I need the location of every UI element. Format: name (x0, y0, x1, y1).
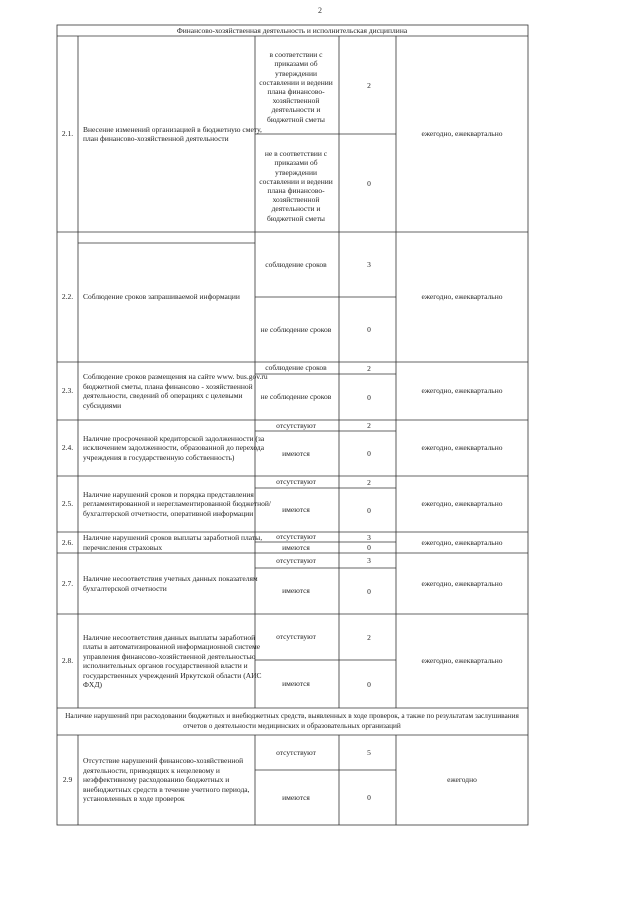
frequency: ежегодно, ежеквартально (421, 578, 503, 588)
section-title-violations: Наличие нарушений при расходовании бюджетных и внебюджетных средств, выявленных в ходе проверок, а также по результатам заслушивания отчетов о деятельности медицинских и образовательных организаций (65, 711, 519, 730)
score: 2 (367, 363, 371, 373)
indicator-name: Наличие несоответствия данных выплаты заработной платы в автоматизированной информационной системе управления финансово-хозяйственной деятельностью исполнительных органов государственной власти и государственных учреждений Иркутской области (АИС ФХД) (83, 632, 262, 689)
score: 0 (367, 586, 371, 596)
score: 3 (367, 556, 371, 565)
score: 0 (367, 505, 371, 515)
section-title-finance: Финансово-хозяйственная деятельность и исполнительская дисциплина (176, 26, 408, 35)
score: 0 (367, 679, 371, 689)
frequency: ежегодно, ежеквартально (421, 537, 503, 547)
score: 0 (367, 793, 371, 802)
score: 0 (367, 325, 371, 334)
score: 2 (367, 421, 371, 430)
frequency: ежегодно, ежеквартально (421, 499, 503, 509)
score: 2 (367, 632, 371, 642)
score: 2 (367, 477, 371, 487)
criterion: имеются (282, 792, 310, 802)
criterion: имеются (282, 505, 310, 515)
criterion: отсутствуют (276, 477, 316, 487)
score: 0 (367, 178, 371, 188)
criterion: имеются (282, 542, 310, 552)
row-number: 2.7. (61, 578, 74, 588)
row-number: 2.4. (61, 443, 74, 453)
frequency: ежегодно, ежеквартально (421, 443, 503, 453)
frequency: ежегодно, ежеквартально (421, 386, 503, 396)
score: 5 (367, 748, 371, 757)
row-number: 2.9 (62, 775, 73, 785)
page-number: 2 (318, 6, 322, 15)
indicator-name: Наличие нарушений сроков выплаты заработной платы, перечисления страховых (83, 533, 263, 552)
indicator-name: Наличие нарушений сроков и порядка представления регламентированной и нерегламентированной бюджетной/бухгалтерской отчетности, оперативной информации (83, 489, 271, 518)
criterion: отсутствуют (276, 555, 316, 565)
criterion: имеются (282, 448, 310, 458)
criterion: имеются (282, 586, 310, 596)
score: 3 (367, 260, 371, 269)
score: 2 (367, 80, 371, 90)
indicator-name: Отсутствие нарушений финансово-хозяйственной деятельности, приводящих к нецелевому и неэффективному расходованию бюджетных и внебюджетных средств в течение учетного периода, установленных в ходе проверок (83, 756, 250, 804)
score: 0 (367, 543, 371, 552)
frequency: ежегодно, ежеквартально (421, 129, 503, 139)
indicator-name: Наличие несоответствия учетных данных показателям бухгалтерской отчетности (83, 574, 258, 593)
frequency: ежегодно, ежеквартально (421, 656, 503, 666)
criterion: не в соответствии с приказами об утверждении составлении и ведении плана финансово-хозяйственной деятельности и бюджетной сметы (259, 149, 333, 223)
frequency: ежегодно, ежеквартально (421, 292, 503, 302)
criterion: не соблюдение сроков (260, 392, 332, 402)
score: 0 (367, 392, 371, 402)
criterion: не соблюдение сроков (260, 324, 332, 334)
indicator-name: Наличие просроченной кредиторской задолженности (за исключением задолженности, образованной до перехода учреждения в государственную собственность) (83, 433, 265, 462)
criterion: соблюдение сроков (265, 259, 327, 269)
criterion: имеются (282, 679, 310, 689)
row-number: 2.8. (61, 656, 74, 666)
frequency: ежегодно (447, 775, 477, 785)
row-number: 2.2. (61, 292, 74, 302)
row-number: 2.1. (61, 129, 74, 139)
criterion: отсутствуют (276, 420, 316, 430)
score: 0 (367, 449, 371, 458)
indicator-name: Соблюдение сроков запрашиваемой информации (83, 292, 240, 302)
indicator-name: Соблюдение сроков размещения на сайте www. bus.gov.ru бюджетной сметы, плана финансово - хозяйственной деятельности, сведений об операциях с целевыми субсидиями (83, 372, 268, 410)
criterion: в соответствии с приказами об утверждении составлении и ведении плана финансово-хозяйственной деятельности и бюджетной сметы (259, 50, 333, 124)
score: 3 (367, 532, 371, 542)
row-number: 2.3. (61, 386, 74, 396)
criterion: отсутствуют (276, 532, 316, 542)
criterion: отсутствуют (276, 747, 316, 757)
criterion: соблюдение сроков (265, 363, 327, 373)
row-number: 2.5. (61, 499, 74, 509)
row-number: 2.6. (61, 537, 74, 547)
criterion: отсутствуют (276, 632, 316, 642)
indicator-name: Внесение изменений организацией в бюджетную смету, план финансово-хозяйственной деятельности (83, 124, 262, 143)
